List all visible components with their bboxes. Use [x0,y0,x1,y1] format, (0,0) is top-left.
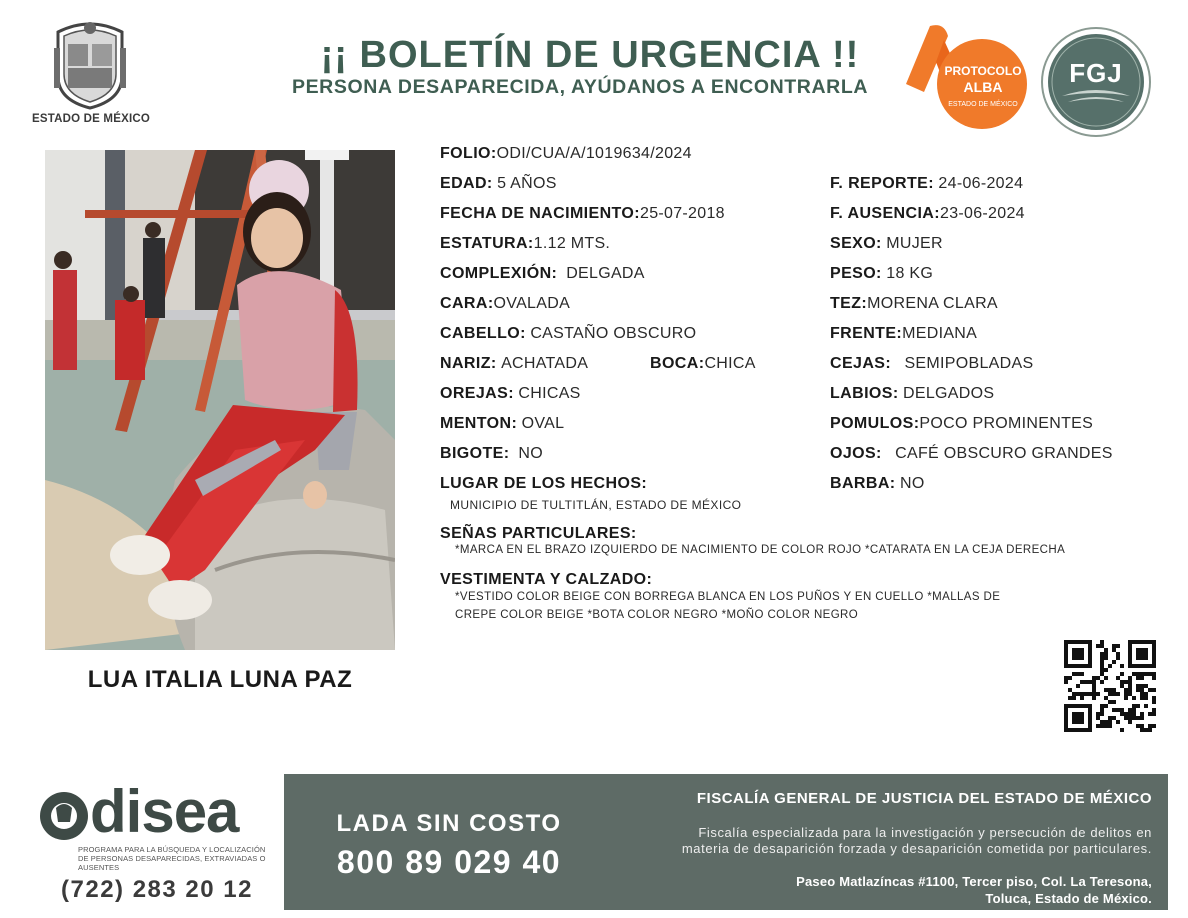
field-labios-value: DELGADOS [903,385,995,402]
field-tez-label: TEZ: [830,295,868,312]
local-phone-number[interactable]: (722) 283 20 12 [61,876,253,903]
field-fecha-reporte [830,174,1023,194]
field-estatura-value: 1.12 MTS. [533,235,611,252]
field-complexion-value: DELGADA [566,265,645,282]
toll-free-label: LADA SIN COSTO [336,810,562,837]
field-edad-value: 5 AÑOS [497,175,557,192]
field-cara [440,294,570,314]
field-vestimenta-line-1: *VESTIDO COLOR BEIGE CON BORREGA BLANCA EN LOS PUÑOS Y EN CUELLO *MALLAS DE [455,591,1001,603]
field-fecha-ausencia-label: F. AUSENCIA: [830,205,940,222]
field-fecha-nacimiento-value: 25-07-2018 [640,205,725,222]
field-boca [650,354,756,374]
field-fecha-ausencia [830,204,1025,224]
field-senas-heading [440,524,637,544]
odisea-program-description: PROGRAMA PARA LA BÚSQUEDA Y LOCALIZACIÓN DE PERSONAS DESAPARECIDAS, EXTRAVIADAS O AUSENTES [78,845,266,872]
field-cabello-label: CABELLO: [440,325,526,342]
field-fecha-nacimiento-label: FECHA DE NACIMIENTO: [440,205,640,222]
field-edad [440,174,557,194]
field-frente [830,324,977,344]
field-folio-value: ODI/CUA/A/1019634/2024 [496,145,692,162]
field-boca-value: CHICA [704,355,756,372]
field-cara-value: OVALADA [493,295,571,312]
field-tez [830,294,998,314]
protocolo-alba-logo [900,22,1030,134]
field-complexion-label: COMPLEXIÓN: [440,265,558,282]
field-sexo-value: MUJER [886,235,943,252]
field-folio-label: FOLIO: [440,145,497,162]
field-bigote-label: BIGOTE: [440,445,510,462]
fiscalia-address [600,873,1152,907]
field-boca-label: BOCA: [650,355,705,372]
field-lugar-heading: LUGAR DE LOS HECHOS: [440,475,648,492]
bulletin-subtitle: PERSONA DESAPARECIDA, AYÚDANOS A ENCONTRARLA [291,76,869,98]
field-ojos-label: OJOS: [830,445,882,462]
field-menton [440,414,564,434]
field-vestimenta-line-2: CREPE COLOR BEIGE *BOTA COLOR NEGRO *MOÑO COLOR NEGRO [455,609,859,621]
alba-line-1: PROTOCOLO [944,64,1022,78]
field-pomulos-value: POCO PROMINENTES [919,415,1094,432]
field-senas-value: *MARCA EN EL BRAZO IZQUIERDO DE NACIMIENTO DE COLOR ROJO *CATARATA EN LA CEJA DERECHA [455,544,1066,556]
field-barba [830,474,925,494]
field-cejas [830,354,1033,374]
fiscalia-description-line-2: materia de desaparición forzada y desaparición cometida por particulares. [681,841,1152,856]
qr-code[interactable] [1064,640,1156,732]
field-barba-label: BARBA: [830,475,896,492]
field-ojos-value: CAFÉ OBSCURO GRANDES [895,445,1113,462]
missing-person-name: LUA ITALIA LUNA PAZ [87,666,353,693]
fiscalia-description [600,825,1152,857]
field-sexo-label: SEXO: [830,235,882,252]
field-orejas-label: OREJAS: [440,385,514,402]
field-orejas [440,384,581,404]
estado-de-mexico-label: ESTADO DE MÉXICO [32,113,150,125]
alba-line-2: ALBA [963,79,1003,95]
estado-de-mexico-coat-of-arms [48,18,132,110]
field-nariz-label: NARIZ: [440,355,497,372]
bulletin-title: ¡¡ BOLETÍN DE URGENCIA !! [320,34,860,76]
field-lugar-value: MUNICIPIO DE TULTITLÁN, ESTADO DE MÉXICO [450,498,742,512]
field-peso-label: PESO: [830,265,882,282]
fiscalia-address-line-2: Toluca, Estado de México. [985,891,1152,906]
field-fecha-nacimiento [440,204,725,224]
field-fecha-ausencia-value: 23-06-2024 [940,205,1025,222]
field-pomulos [830,414,1093,434]
field-frente-label: FRENTE: [830,325,903,342]
toll-free-number[interactable]: 800 89 029 40 [336,844,562,880]
field-vestimenta-label: VESTIMENTA Y CALZADO: [440,571,653,588]
field-labios [830,384,994,404]
field-barba-value: NO [899,475,925,492]
field-sexo [830,234,943,254]
field-frente-value: MEDIANA [902,325,978,342]
field-bigote [440,444,543,464]
field-nariz [440,354,588,374]
fiscalia-name: FISCALÍA GENERAL DE JUSTICIA DEL ESTADO DE MÉXICO [696,790,1152,807]
odisea-wordmark: disea [90,778,239,845]
fgj-monogram: FGJ [1069,58,1123,88]
fiscalia-address-line-1: Paseo Matlazíncas #1100, Tercer piso, Col. La Teresona, [796,874,1152,889]
fiscalia-description-line-1: Fiscalía especializada para la investigación y persecución de delitos en [698,825,1152,840]
alba-line-3: ESTADO DE MÉXICO [948,101,1018,108]
field-bigote-value: NO [518,445,543,462]
field-nariz-value: ACHATADA [501,355,589,372]
field-orejas-value: CHICAS [518,385,581,402]
field-fecha-reporte-value: 24-06-2024 [938,175,1024,192]
field-cabello [440,324,696,344]
field-cejas-value: SEMIPOBLADAS [904,355,1034,372]
fgj-seal-logo [1040,26,1152,138]
field-menton-label: MENTON: [440,415,518,432]
field-peso [830,264,933,284]
field-fecha-reporte-label: F. REPORTE: [830,175,934,192]
field-tez-value: MORENA CLARA [867,295,998,312]
field-vestimenta-heading [440,570,652,590]
field-senas-label: SEÑAS PARTICULARES: [440,525,637,542]
field-folio [440,144,692,164]
field-cejas-label: CEJAS: [830,355,892,372]
field-complexion [440,264,645,284]
field-labios-label: LABIOS: [830,385,899,402]
field-lugar-label [440,474,647,494]
field-edad-label: EDAD: [440,175,493,192]
field-peso-value: 18 KG [886,265,934,282]
field-cara-label: CARA: [440,295,494,312]
field-menton-value: OVAL [521,415,565,432]
field-ojos [830,444,1113,464]
field-cabello-value: CASTAÑO OBSCURO [530,325,697,342]
missing-person-photo [45,150,395,650]
field-estatura-label: ESTATURA: [440,235,534,252]
field-estatura [440,234,610,254]
field-pomulos-label: POMULOS: [830,415,920,432]
